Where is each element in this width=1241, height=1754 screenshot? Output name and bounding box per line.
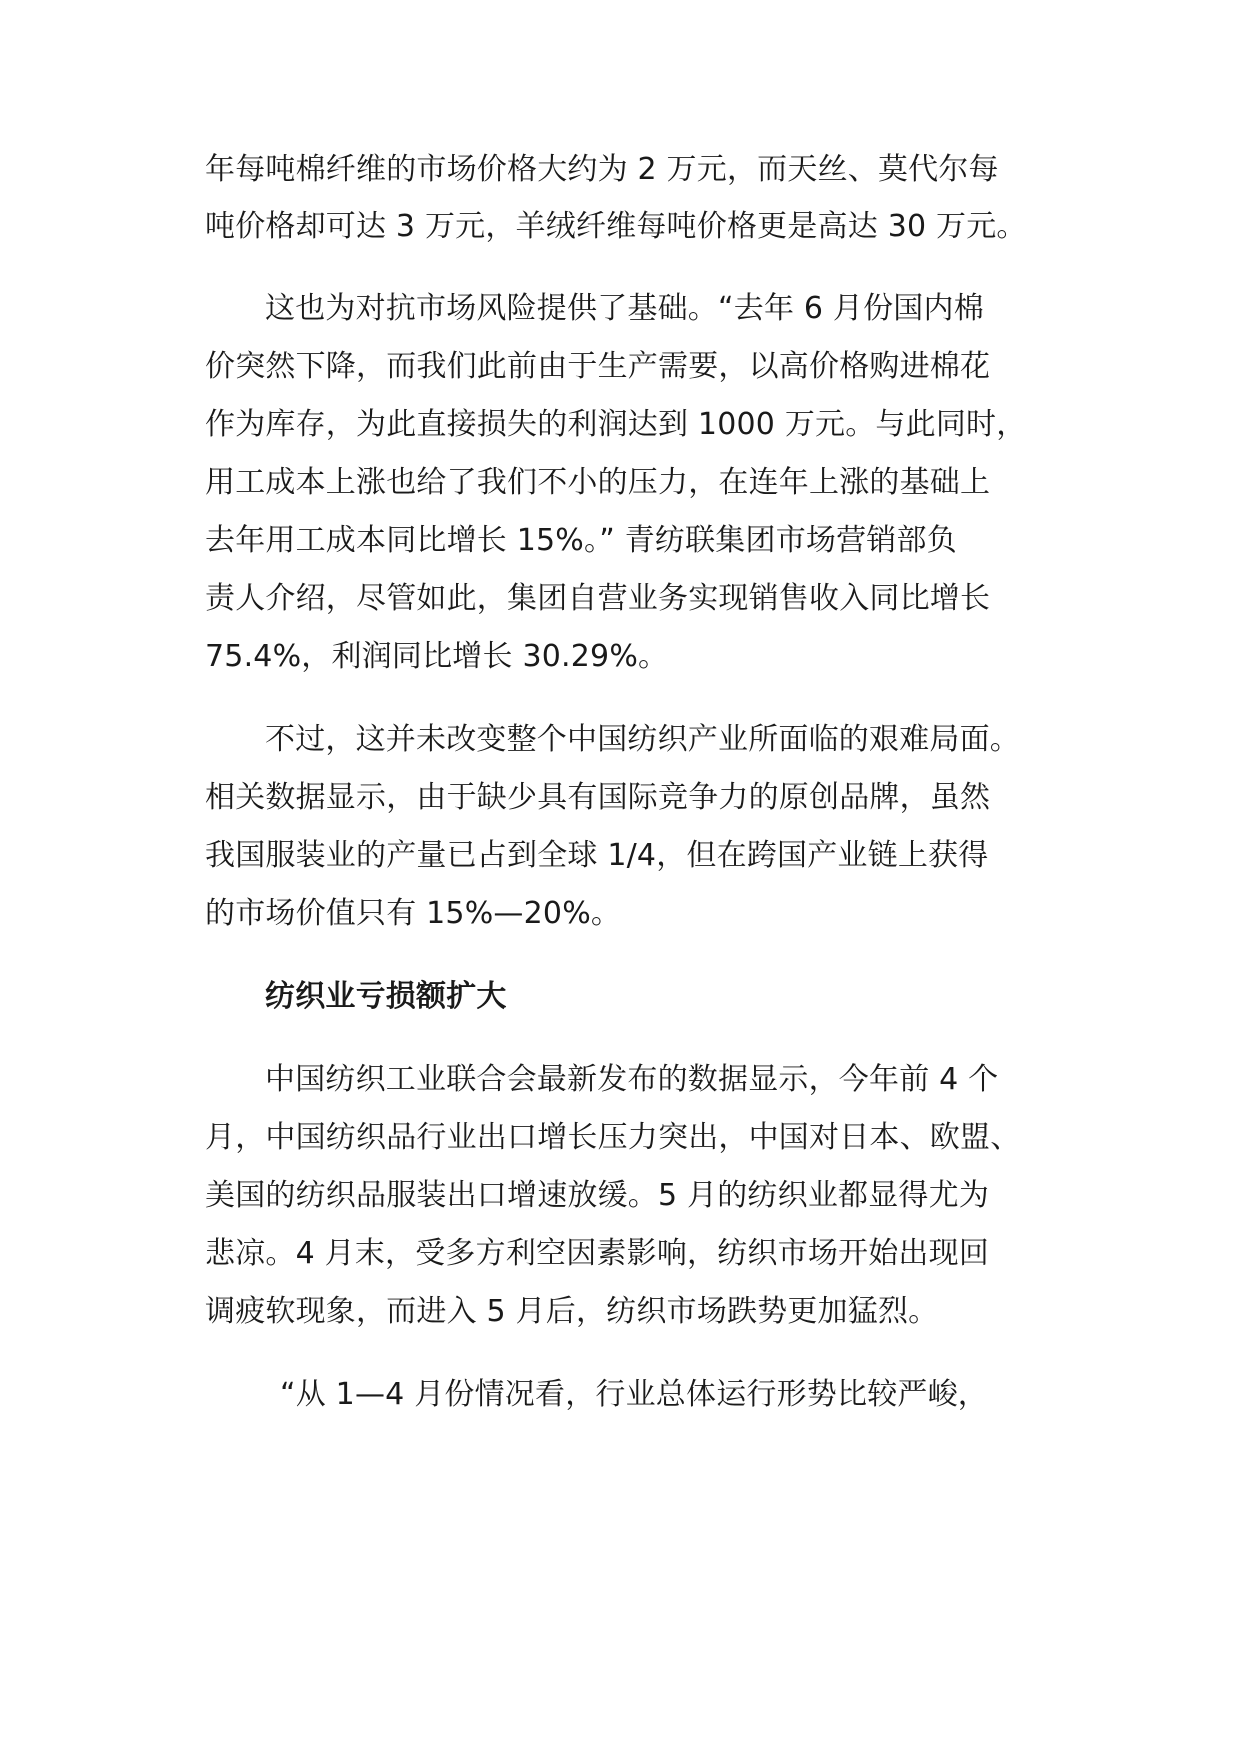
paragraph-5-line-1: “从 1—4 月份情况看，行业总体运行形势比较严峻，: [280, 1377, 988, 1412]
section-heading: 纺织业亏损额扩大: [265, 979, 507, 1014]
paragraph-3-line-4: 的市场价值只有 15%—20%。: [205, 896, 622, 931]
paragraph-4-line-1: 中国纺织工业联合会最新发布的数据显示，今年前 4 个: [265, 1062, 999, 1097]
paragraph-4-line-2: 月，中国纺织品行业出口增长压力突出，中国对日本、欧盟、: [205, 1120, 1021, 1155]
paragraph-2-line-1: 这也为对抗市场风险提供了基础。“去年 6 月份国内棉: [265, 291, 984, 326]
paragraph-2-line-7: 75.4%，利润同比增长 30.29%。: [205, 639, 669, 674]
paragraph-1-line-1: 年每吨棉纤维的市场价格大约为 2 万元，而天丝、莫代尔每: [205, 152, 999, 187]
paragraph-3-line-1: 不过，这并未改变整个中国纺织产业所面临的艰难局面。: [265, 722, 1020, 757]
paragraph-3-line-3: 我国服装业的产量已占到全球 1/4，但在跨国产业链上获得: [205, 838, 989, 873]
paragraph-4-line-4: 悲凉。4 月末，受多方利空因素影响，纺织市场开始出现回: [205, 1236, 990, 1271]
paragraph-2-line-5: 去年用工成本同比增长 15%。” 青纺联集团市场营销部负: [205, 523, 957, 558]
paragraph-1-line-2: 吨价格却可达 3 万元，羊绒纤维每吨价格更是高达 30 万元。: [205, 209, 1027, 244]
paragraph-2-line-4: 用工成本上涨也给了我们不小的压力，在连年上涨的基础上: [205, 465, 991, 500]
paragraph-2-line-6: 责人介绍，尽管如此，集团自营业务实现销售收入同比增长: [205, 581, 991, 616]
paragraph-4-line-3: 美国的纺织品服装出口增速放缓。5 月的纺织业都显得尤为: [205, 1178, 990, 1213]
paragraph-4-line-5: 调疲软现象，而进入 5 月后，纺织市场跌势更加猛烈。: [205, 1294, 939, 1329]
paragraph-2-line-2: 价突然下降，而我们此前由于生产需要，以高价格购进棉花: [205, 349, 991, 384]
paragraph-2-line-3: 作为库存，为此直接损失的利润达到 1000 万元。与此同时，: [205, 407, 1027, 442]
paragraph-3-line-2: 相关数据显示，由于缺少具有国际竞争力的原创品牌，虽然: [205, 780, 991, 815]
